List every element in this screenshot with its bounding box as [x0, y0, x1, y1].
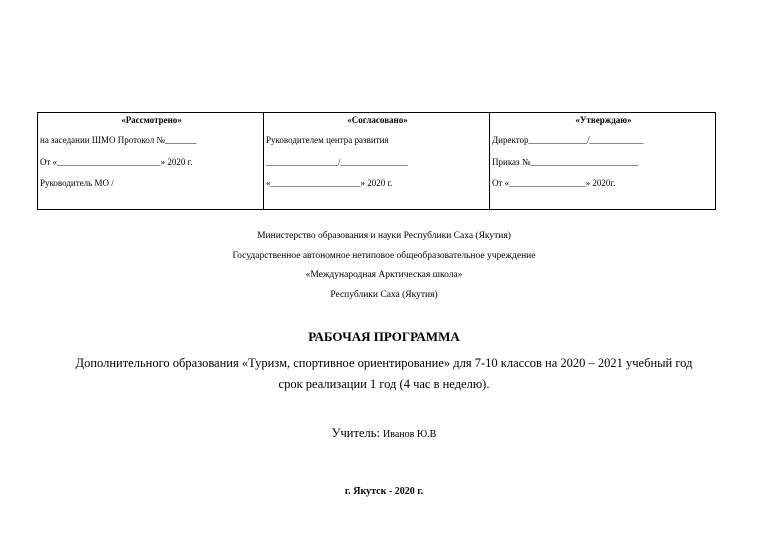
approval-heading-approved: «Утверждаю» — [490, 113, 716, 135]
approval-line: От «_______________________» 2020 г. — [38, 157, 264, 179]
approval-line: От «_________________» 2020г. — [490, 178, 716, 209]
teacher-name: Иванов Ю.В — [383, 429, 437, 440]
institution-type: Государственное автономное нетиповое общеобразовательное учреждение — [232, 251, 536, 261]
ministry-name: Министерство образования и науки Республики Саха (Якутия) — [257, 231, 511, 241]
approval-line: Приказ №________________________ — [490, 157, 716, 179]
approval-line: «____________________» 2020 г. — [264, 178, 490, 209]
teacher-line — [0, 426, 768, 441]
school-name: «Международная Арктическая школа» — [305, 270, 463, 280]
teacher-label: Учитель: — [331, 426, 380, 440]
approval-heading-reviewed: «Рассмотрено» — [38, 113, 264, 135]
approval-line: Директор_____________/____________ — [490, 135, 716, 157]
approval-line: Руководителем центра развития — [264, 135, 490, 157]
region-name: Республики Саха (Якутия) — [330, 290, 438, 300]
city-year: г. Якутск - 2020 г. — [344, 486, 424, 497]
approval-heading-agreed: «Согласовано» — [264, 113, 490, 135]
program-title: РАБОЧАЯ ПРОГРАММА — [308, 329, 460, 344]
approval-line: на заседании ШМО Протокол №_______ — [38, 135, 264, 157]
program-description: Дополнительного образования «Туризм, спортивное ориентирование» для 7-10 классов на 2020 – 2021 учебный год — [75, 356, 693, 370]
approval-table — [37, 112, 716, 210]
approval-line: ________________/_______________ — [264, 157, 490, 179]
program-duration: срок реализации 1 год (4 час в неделю). — [278, 377, 490, 391]
approval-line: Руководитель МО / — [38, 178, 264, 209]
